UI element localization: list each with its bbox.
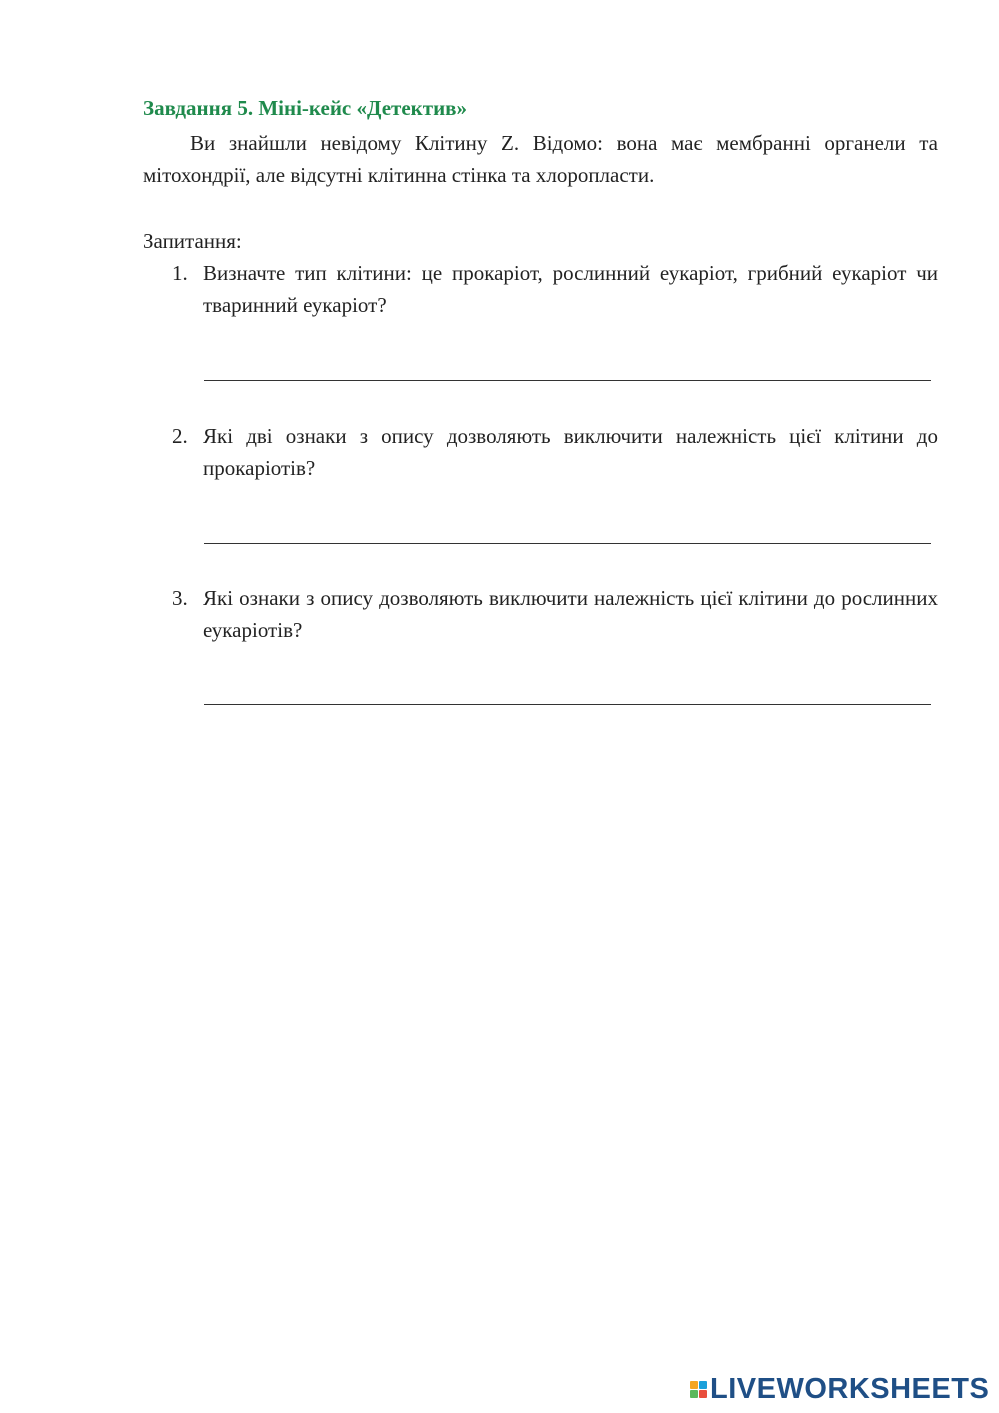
answer-line [204,543,931,544]
questions-label: Запитання: [143,229,242,253]
answer-field-1[interactable] [204,353,931,379]
question-number: 1. [172,261,188,285]
question-item [143,582,938,646]
task-intro: Ви знайшли невідому Клітину Z. Відомо: вона має мембранні органели та мітохондрії, але відсутні клітинна стінка та хлоропласти. [143,131,938,187]
question-text: Визначте тип клітини: це прокаріот, рослинний еукаріот, грибний еукаріот чи тваринний еукаріот? [203,261,938,317]
question-item [143,420,938,484]
question-item [143,257,938,321]
liveworksheets-logo [690,1373,989,1405]
task-title: Завдання 5. Міні-кейс «Детектив» [143,96,468,120]
logo-text: LIVEWORKSHEETS [710,1373,990,1405]
answer-line [204,704,931,705]
answer-line [204,380,931,381]
logo-squares-icon [690,1381,707,1398]
answer-field-2[interactable] [204,516,931,542]
question-text: Які ознаки з опису дозволяють виключити належність цієї клітини до рослинних еукаріотів? [203,586,938,642]
question-number: 2. [172,424,188,448]
question-text: Які дві ознаки з опису дозволяють виключити належність цієї клітини до прокаріотів? [203,424,938,480]
answer-field-3[interactable] [204,677,931,703]
question-number: 3. [172,586,188,610]
